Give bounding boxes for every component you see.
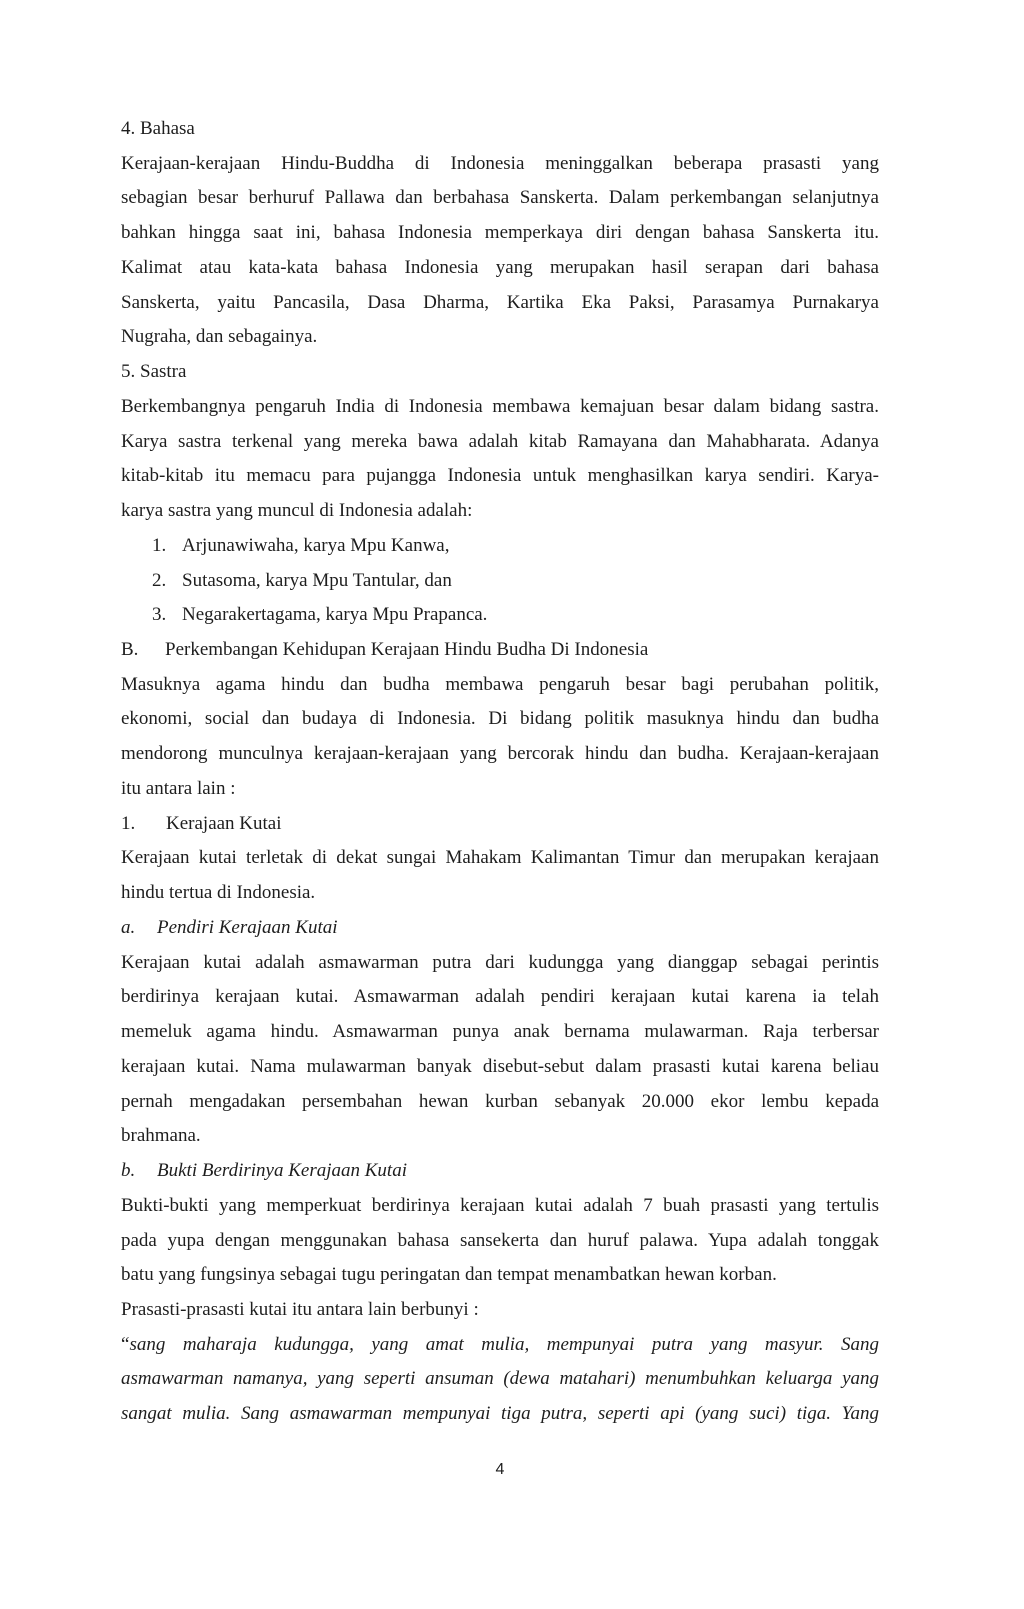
paragraph-line: Bukti-bukti yang memperkuat berdirinya kerajaan kutai adalah 7 buah prasasti yang tertulis bbox=[121, 1194, 879, 1216]
paragraph-line: mendorong munculnya kerajaan-kerajaan yang bercorak hindu dan budha. Kerajaan-kerajaan bbox=[121, 743, 879, 765]
paragraph-line: Kerajaan-kerajaan Hindu-Buddha di Indonesia meninggalkan beberapa prasasti yang bbox=[121, 152, 879, 174]
text-body bbox=[121, 112, 879, 1432]
paragraph-line: Karya sastra terkenal yang mereka bawa adalah kitab Ramayana dan Mahabharata. Adanya bbox=[121, 430, 879, 452]
paragraph-line: berdirinya kerajaan kutai. Asmawarman adalah pendiri kerajaan kutai karena ia telah bbox=[121, 986, 879, 1008]
subheading-bukti bbox=[121, 1154, 879, 1189]
list-item bbox=[121, 598, 879, 633]
list-item bbox=[121, 564, 879, 599]
heading-section-b bbox=[121, 633, 879, 668]
subheading-pendiri bbox=[121, 911, 879, 946]
paragraph-pendiri bbox=[121, 946, 879, 1154]
paragraph-line: hindu tertua di Indonesia. bbox=[121, 882, 316, 904]
quote-text: sang maharaja kudungga, yang amat mulia, mempunyai putra yang masyur. Sang bbox=[129, 1333, 879, 1355]
list-number: 1. bbox=[152, 534, 167, 556]
paragraph-line: itu antara lain : bbox=[121, 777, 236, 799]
heading-kerajaan-kutai bbox=[121, 807, 879, 842]
paragraph-line: karya sastra yang muncul di Indonesia adalah: bbox=[121, 500, 473, 522]
quote-line bbox=[121, 1328, 879, 1363]
list-number: 2. bbox=[152, 569, 167, 591]
pendiri-title: Pendiri Kerajaan Kutai bbox=[157, 916, 338, 938]
paragraph-sastra bbox=[121, 390, 879, 529]
list-item bbox=[121, 529, 879, 564]
section-b-title: Perkembangan Kehidupan Kerajaan Hindu Budha Di Indonesia bbox=[165, 639, 649, 661]
paragraph-kutai bbox=[121, 841, 879, 910]
heading-bahasa: 4. Bahasa bbox=[121, 118, 195, 139]
paragraph-line: Masuknya agama hindu dan budha membawa pengaruh besar bagi perubahan politik, bbox=[121, 673, 879, 695]
paragraph-line: Kerajaan kutai adalah asmawarman putra dari kudungga yang dianggap sebagai perintis bbox=[121, 951, 879, 973]
paragraph-line: sebagian besar berhuruf Pallawa dan berbahasa Sanskerta. Dalam perkembangan selanjutnya bbox=[121, 187, 879, 209]
kutai-number: 1. bbox=[121, 812, 136, 834]
paragraph-line: bahkan hingga saat ini, bahasa Indonesia memperkaya diri dengan bahasa Sanskerta itu. bbox=[121, 222, 879, 244]
paragraph-line: ekonomi, social dan budaya di Indonesia. Di bidang politik masuknya hindu dan budha bbox=[121, 708, 879, 730]
paragraph-line: kerajaan kutai. Nama mulawarman banyak disebut-sebut dalam prasasti kutai karena beliau bbox=[121, 1055, 879, 1077]
paragraph-bukti bbox=[121, 1189, 879, 1293]
paragraph-bahasa bbox=[121, 147, 879, 355]
pendiri-label: a. bbox=[121, 916, 136, 938]
page-number: 4 bbox=[495, 1461, 505, 1478]
quote-paragraph bbox=[121, 1328, 879, 1432]
paragraph-line: Berkembangnya pengaruh India di Indonesia membawa kemajuan besar dalam bidang sastra. bbox=[121, 395, 879, 417]
list-text: Arjunawiwaha, karya Mpu Kanwa, bbox=[182, 534, 450, 556]
paragraph-line: brahmana. bbox=[121, 1125, 201, 1147]
paragraph-line: Kerajaan kutai terletak di dekat sungai Mahakam Kalimantan Timur dan merupakan kerajaan bbox=[121, 847, 879, 869]
kutai-title: Kerajaan Kutai bbox=[166, 812, 282, 834]
paragraph-line: Kalimat atau kata-kata bahasa Indonesia yang merupakan hasil serapan dari bahasa bbox=[121, 256, 879, 278]
list-number: 3. bbox=[152, 604, 167, 626]
paragraph-line: pernah mengadakan persembahan hewan kurban sebanyak 20.000 ekor lembu kepada bbox=[121, 1090, 879, 1112]
list-text: Sutasoma, karya Mpu Tantular, dan bbox=[182, 569, 452, 591]
heading-sastra: 5. Sastra bbox=[121, 361, 187, 383]
paragraph-section-b bbox=[121, 668, 879, 807]
quote-line: sangat mulia. Sang asmawarman mempunyai tiga putra, seperti api (yang suci) tiga. Yang bbox=[121, 1403, 879, 1425]
prasasti-intro: Prasasti-prasasti kutai itu antara lain berbunyi : bbox=[121, 1298, 479, 1320]
paragraph-line: batu yang fungsinya sebagai tugu peringatan dan tempat menambatkan hewan korban. bbox=[121, 1264, 777, 1286]
section-b-label: B. bbox=[121, 639, 139, 661]
paragraph-line: kitab-kitab itu memacu para pujangga Indonesia untuk menghasilkan karya sendiri. Karya- bbox=[121, 465, 879, 487]
paragraph-line: Nugraha, dan sebagainya. bbox=[121, 326, 318, 348]
literary-works-list bbox=[121, 529, 879, 633]
paragraph-line: Sanskerta, yaitu Pancasila, Dasa Dharma, Kartika Eka Paksi, Parasamya Purnakarya bbox=[121, 291, 879, 313]
list-text: Negarakertagama, karya Mpu Prapanca. bbox=[182, 604, 488, 626]
paragraph-line: pada yupa dengan menggunakan bahasa sansekerta dan huruf palawa. Yupa adalah tonggak bbox=[121, 1229, 879, 1251]
quote-line: asmawarman namanya, yang seperti ansuman (dewa matahari) menumbuhkan keluarga yang bbox=[121, 1368, 879, 1390]
bukti-title: Bukti Berdirinya Kerajaan Kutai bbox=[157, 1160, 407, 1182]
bukti-label: b. bbox=[121, 1160, 136, 1182]
paragraph-line: memeluk agama hindu. Asmawarman punya anak bernama mulawarman. Raja terbersar bbox=[121, 1021, 879, 1043]
opening-quote-mark: “ bbox=[121, 1333, 130, 1355]
